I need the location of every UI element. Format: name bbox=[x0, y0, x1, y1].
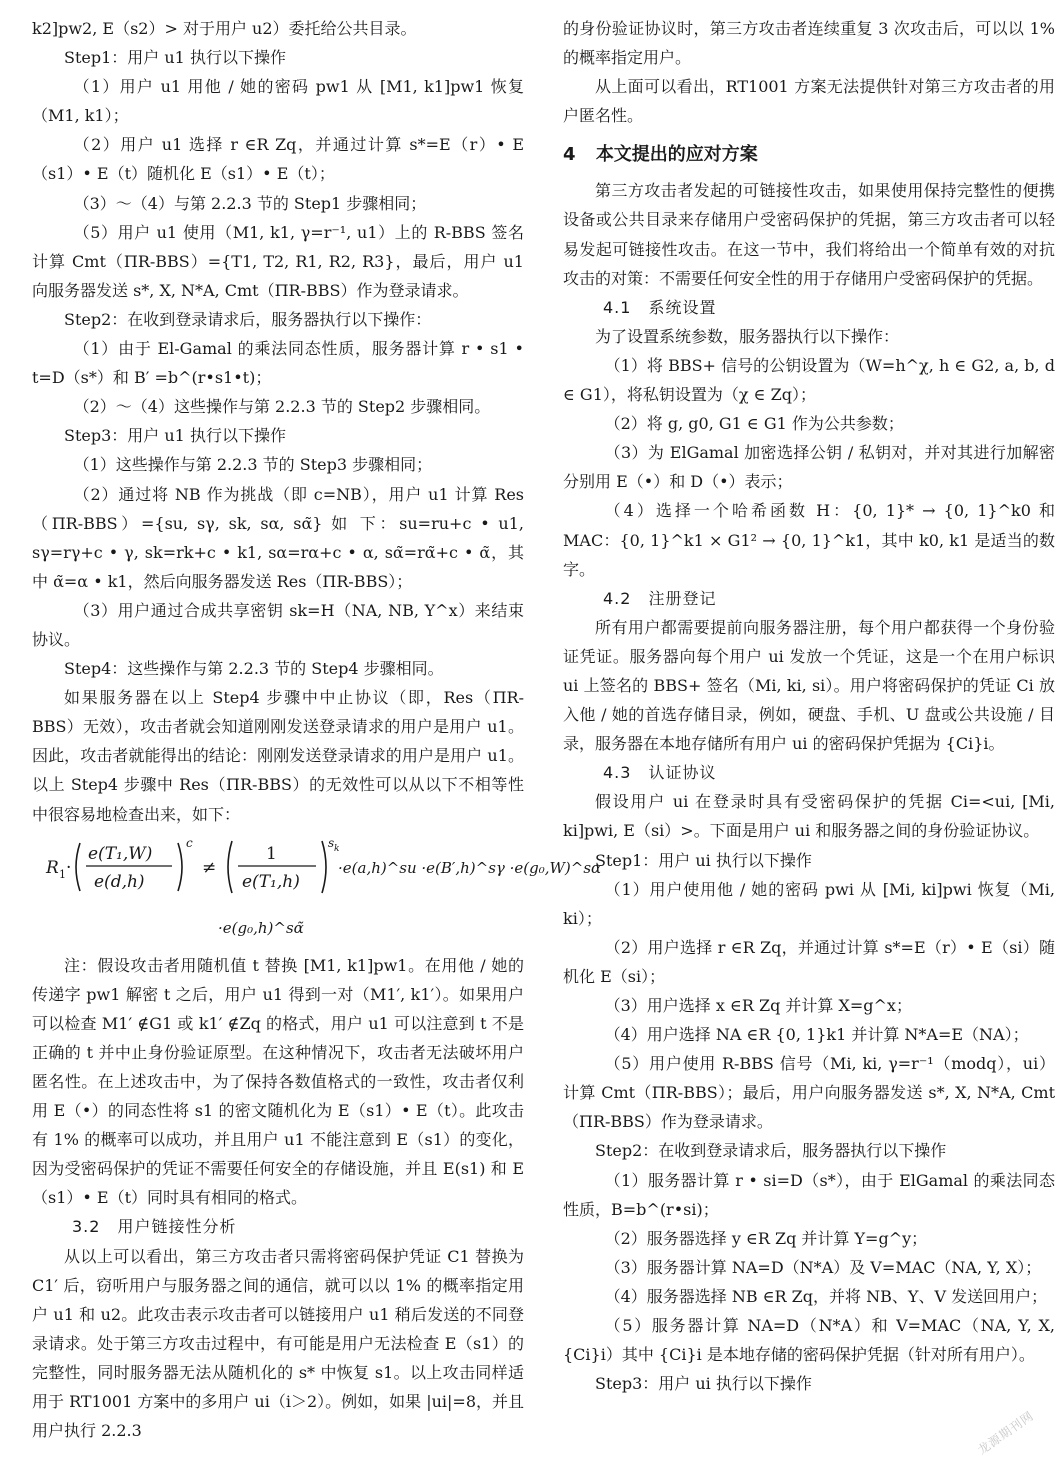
section-heading-4-1: 4.1 系统设置 bbox=[603, 297, 717, 317]
paragraph: （3）服务器计算 NA=D（N*A）及 V=MAC（NA, Y, X）； bbox=[604, 1257, 1042, 1277]
inequality-formula bbox=[32, 833, 602, 951]
svg-text:·: · bbox=[66, 857, 72, 878]
paragraph: （4）用户选择 NA ∈R {0, 1}k1 并计算 N*A=E（NA）； bbox=[604, 1025, 1029, 1045]
formula-rest: ·e(a,h)^su ·e(B′,h)^sγ ·e(g₀,W)^sα bbox=[338, 858, 602, 877]
formula-sk-sub: k bbox=[334, 843, 340, 854]
section-number: 4 bbox=[563, 144, 576, 166]
paragraph: （5）用户 u1 使用（M1, k1, γ=r⁻¹, u1）上的 R-BBS 签名计算 Cmt（ΠR-BBS）={T1, T2, R1, R2, R3}，最后，用户 u1 向服务器发送 s*, X, N*A, Cmt（ΠR-BBS）作为登录请求。 bbox=[32, 222, 524, 300]
section-heading-4-3: 4.3 认证协议 bbox=[603, 763, 717, 783]
paragraph: （3）用户选择 x ∈R Zq 并计算 X=g^x； bbox=[604, 996, 912, 1015]
paragraph: 假设用户 ui 在登录时具有受密码保护的凭据 Ci=<ui, [Mi, ki]pwi, E（si）>。下面是用户 ui 和服务器之间的身份验证协议。 bbox=[563, 792, 1055, 841]
formula-sk: s bbox=[328, 835, 335, 850]
paragraph: （1）由于 El-Gamal 的乘法同态性质，服务器计算 r • s1 • t=D（s*）和 B′ =b^(r•s1•t)； bbox=[32, 339, 524, 388]
paragraph: 从以上可以看出，第三方攻击者只需将密码保护凭证 C1 替换为 C1′ 后，窃听用户与服务器之间的通信，就可以以 1% 的概率指定用户 u1 和 u2。此攻击表示攻击者可以链接用户 u1 稍后发送的不同登录请求。处于第三方攻击过程中，有可能是用户无法检查 E（s1）的完整性，同时服务器无法从随机化的 s* 中恢复 s1。以上攻击同样适用于 RT1001 方案中的多用户 ui（i＞2）。例如，如果 |ui|=8，并且用户执行 2.2.3 bbox=[32, 1246, 525, 1441]
paragraph: 从上面可以看出，RT1001 方案无法提供针对第三方攻击者的用户匿名性。 bbox=[563, 77, 1055, 126]
step-heading: Step3：用户 u1 执行以下操作 bbox=[64, 426, 286, 446]
step-heading: Step3：用户 ui 执行以下操作 bbox=[595, 1374, 812, 1394]
left-column bbox=[32, 14, 602, 1445]
formula-edh: e(d,h) bbox=[94, 871, 145, 892]
formula-eTW: e(T₁,W) bbox=[88, 843, 153, 864]
formula-c: c bbox=[186, 835, 193, 850]
paragraph: 为了设置系统参数，服务器执行以下操作： bbox=[595, 326, 900, 346]
paragraph: k2]pw2, E（s2）> 对于用户 u2）委托给公共目录。 bbox=[32, 19, 417, 38]
paragraph: （3）～（4）与第 2.2.3 节的 Step1 步骤相同； bbox=[73, 193, 427, 213]
formula-line2: ·e(g₀,h)^sα̃ bbox=[218, 918, 304, 937]
step-heading: Step1：用户 u1 执行以下操作 bbox=[64, 48, 286, 68]
paragraph: （1）这些操作与第 2.2.3 节的 Step3 步骤相同； bbox=[73, 455, 433, 475]
paragraph: （2）服务器选择 y ∈R Zq 并计算 Y=g^y； bbox=[604, 1228, 928, 1248]
formula-eTh: e(T₁,h) bbox=[242, 871, 300, 892]
paragraph: （2）用户 u1 选择 r ∈R Zq，并通过计算 s*=E（r）• E（s1）• E（t）随机化 E（s1）• E（t）； bbox=[32, 135, 524, 184]
paragraph: （2）将 g, g0, G1 ∈ G1 作为公共参数； bbox=[604, 414, 904, 434]
section-title: 本文提出的应对方案 bbox=[595, 144, 758, 166]
section-heading-4-2: 4.2 注册登记 bbox=[603, 588, 717, 608]
right-column bbox=[563, 14, 1055, 1398]
paragraph: （1）用户 u1 用他 / 她的密码 pw1 从 [M1, k1]pw1 恢复（M1, k1）； bbox=[32, 77, 524, 126]
paragraph: 第三方攻击者发起的可链接性攻击，如果使用保持完整性的便携设备或公共目录来存储用户受密码保护的凭据，第三方攻击者可以轻易发起可链接性攻击。在这一节中，我们将给出一个简单有效的对抗攻击的对策：不需要任何安全性的用于存储用户受密码保护的凭据。 bbox=[563, 181, 1055, 288]
paragraph: （1）服务器计算 r • si=D（s*），由于 ElGamal 的乘法同态性质，B=b^(r•si)； bbox=[563, 1170, 1055, 1219]
paragraph: （5）服务器计算 NA=D（N*A）和 V=MAC（NA, Y, X, {Ci}i）其中 {Ci}i 是本地存储的密码保护凭据（针对所有用户）。 bbox=[563, 1316, 1055, 1365]
paragraph: （5）用户使用 R-BBS 信号（Mi, ki, γ=r⁻¹（modq），ui）计算 Cmt（ΠR-BBS）；最后，用户向服务器发送 s*, X, N*A, Cmt（ΠR-BBS）作为登录请求。 bbox=[563, 1054, 1055, 1132]
paragraph: （1）将 BBS+ 信号的公钥设置为（W=h^χ, h ∈ G2, a, b, d ∈ G1），将私钥设置为（χ ∈ Zq）； bbox=[563, 355, 1055, 405]
formula-neq: ≠ bbox=[202, 857, 217, 878]
paragraph: （4）服务器选择 NB ∈R Zq，并将 NB、Y、V 发送回用户； bbox=[604, 1286, 1048, 1306]
paragraph: 的身份验证协议时，第三方攻击者连续重复 3 次攻击后，可以以 1% 的概率指定用户。 bbox=[563, 19, 1055, 68]
paragraph: （3）为 ElGamal 加密选择公钥 / 私钥对，并对其进行加解密分别用 E（•）和 D（•）表示； bbox=[563, 443, 1055, 492]
paragraph: 如果服务器在以上 Step4 步骤中中止协议（即，Res（ΠR-BBS）无效），攻击者就会知道刚刚发送登录请求的用户是用户 u1。因此，攻击者就能得出的结论：刚刚发送登录请求的用户是用户 u1。以上 Step4 步骤中 Res（ΠR-BBS）的无效性可以从以下不相等性中很容易地检查出来，如下： bbox=[32, 688, 524, 824]
paragraph: （2）通过将 NB 作为挑战（即 c=NB），用户 u1 计算 Res（ΠR-BBS）={su, sγ, sk, sα, sα̃} 如 下：su=ru+c • u1, sγ=rγ+c • γ, sk=rk+c • k1, sα=rα+c • α, sα̃=rα̃+c • α̃，其中 α̃=α • k1，然后向服务器发送 Res（ΠR-BBS）； bbox=[32, 484, 524, 591]
section-heading-3-2: 3.2 用户链接性分析 bbox=[72, 1217, 237, 1237]
watermark: 龙源期刊网 bbox=[975, 1408, 1037, 1458]
note-paragraph: 注：假设攻击者用随机值 t 替换 [M1, k1]pw1。在用他 / 她的传递字 pw1 解密 t 之后，用户 u1 得到一对（M1′, k1′）。如果用户可以检查 M1′ ∉G1 或 k1′ ∉Zq 的格式，用户 u1 可以注意到 t 不是正确的 t 并中止身份验证原型。在这种情况下，攻击者无法破坏用户匿名性。在上述攻击中，为了保持各数值格式的一致性，攻击者仅利用 E（•）的同态性将 s1 的密文随机化为 E（s1）• E（t）。此攻击有 1% 的概率可以成功，并且用户 u1 不能注意到 E（s1）的变化，因为受密码保护的凭证不需要任何安全的存储设施，并且 E(s1) 和 E（s1）• E（t）同时具有相同的格式。 bbox=[32, 955, 524, 1208]
paragraph: （2）～（4）这些操作与第 2.2.3 节的 Step2 步骤相同。 bbox=[73, 397, 491, 417]
paragraph: （3）用户通过合成共享密钥 sk=H（NA, NB, Y^x）来结束协议。 bbox=[32, 600, 524, 649]
step-heading: Step4：这些操作与第 2.2.3 节的 Step4 步骤相同。 bbox=[64, 659, 444, 679]
paragraph: （4）选择一个哈希函数 H：{0, 1}* → {0, 1}^k0 和 MAC：{0, 1}^k1 × G1² → {0, 1}^k1，其中 k0, k1 是适当的数字。 bbox=[563, 501, 1055, 579]
paragraph: （2）用户选择 r ∈R Zq，并通过计算 s*=E（r）• E（si）随机化 E（si）； bbox=[563, 937, 1055, 986]
step-heading: Step2：在收到登录请求后，服务器执行以下操作： bbox=[64, 309, 432, 329]
step-heading: Step1：用户 ui 执行以下操作 bbox=[595, 850, 812, 870]
step-heading: Step2：在收到登录请求后，服务器执行以下操作 bbox=[595, 1141, 947, 1161]
paragraph: 所有用户都需要提前向服务器注册，每个用户都获得一个身份验证凭证。服务器向每个用户 ui 发放一个凭证，这是一个在用户标识 ui 上签名的 BBS+ 签名（Mi, ki, si）。用户将密码保护的凭证 Ci 放入他 / 她的首选存储目录，例如，硬盘、手机、U 盘或公共设施 / 目录，服务器在本地存储所有用户 ui 的密码保护凭据为 {Ci}i。 bbox=[563, 617, 1055, 754]
formula-R1: R bbox=[46, 857, 59, 878]
formula-one: 1 bbox=[266, 843, 277, 864]
section-heading-4 bbox=[563, 140, 1055, 170]
paragraph: （1）用户使用他 / 她的密码 pwi 从 [Mi, ki]pwi 恢复（Mi, ki）； bbox=[563, 879, 1055, 928]
formula-sub1: 1 bbox=[59, 867, 66, 881]
